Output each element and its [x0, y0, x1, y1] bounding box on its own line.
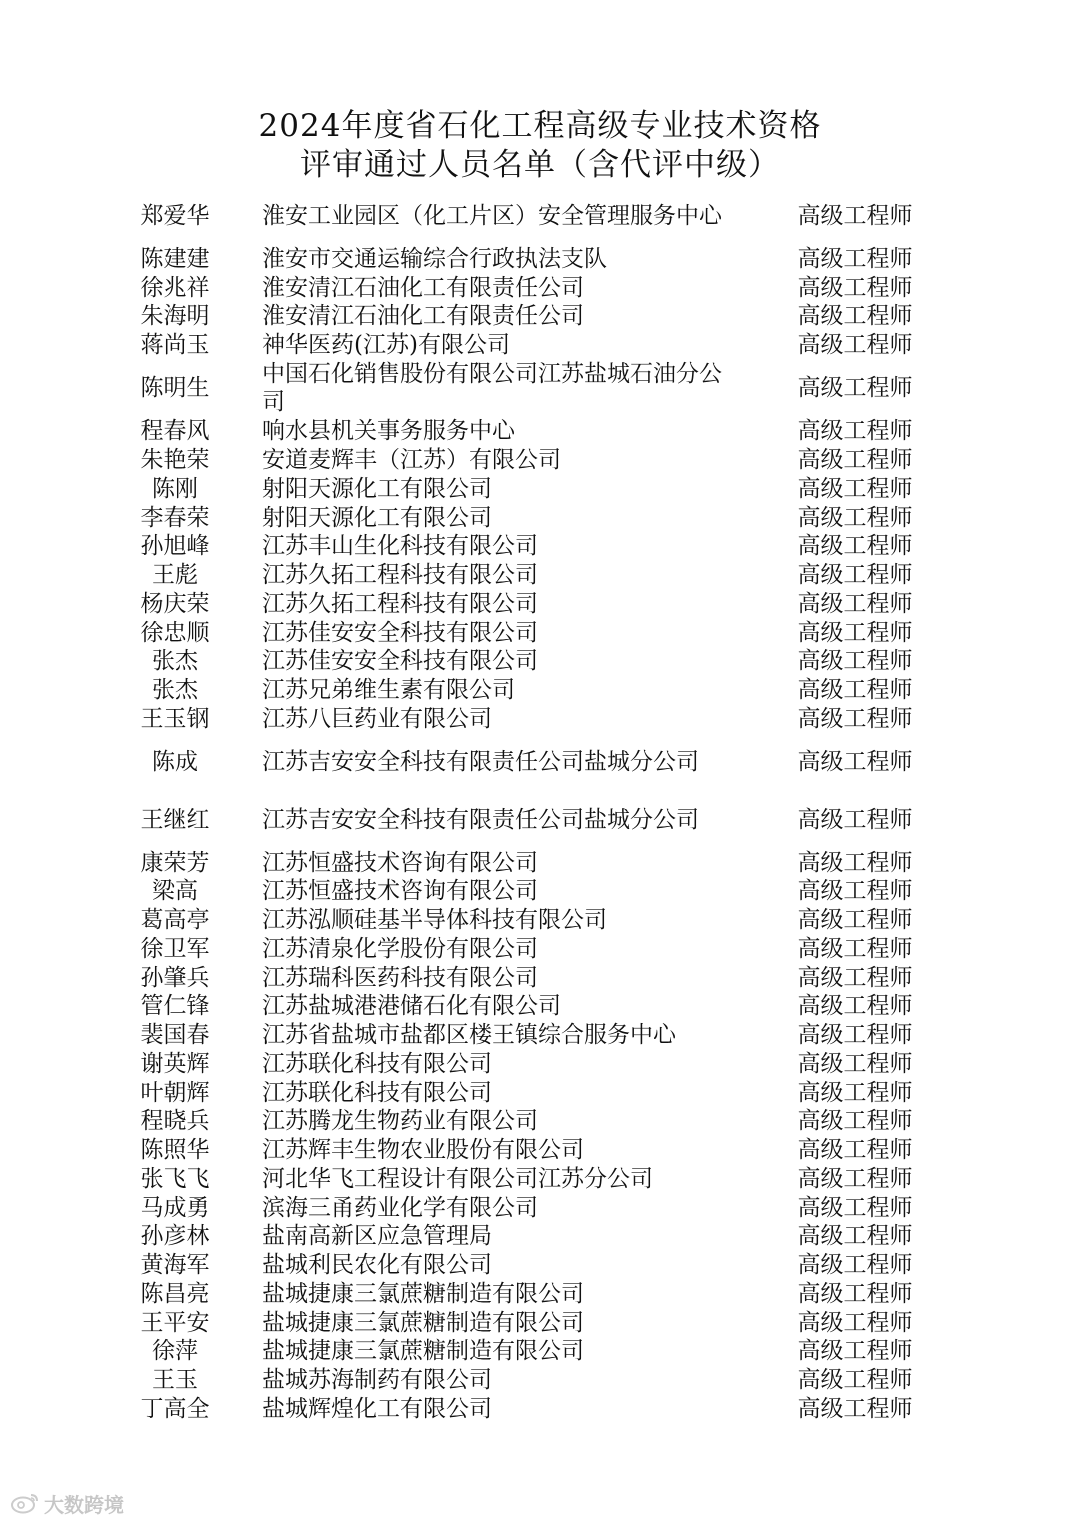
- table-row: [0, 877, 1080, 906]
- organization-name: 江苏恒盛技术咨询有限公司: [262, 878, 538, 905]
- person-name: 郑爱华: [140, 202, 210, 229]
- table-row: [0, 1050, 1080, 1079]
- organization-name: 盐城捷康三氯蔗糖制造有限公司: [262, 1309, 584, 1336]
- organization-name: 淮安清江石油化工有限责任公司: [262, 303, 584, 330]
- person-name: 王彪: [152, 562, 198, 589]
- organization-name: 神华医药(江苏)有限公司: [262, 332, 510, 359]
- person-name: 朱艳荣: [140, 447, 210, 474]
- person-name: 杨庆荣: [140, 590, 210, 617]
- professional-title: 高级工程师: [797, 878, 913, 905]
- person-name: 蒋尚玉: [140, 332, 210, 359]
- organization-name: 江苏省盐城市盐都区楼王镇综合服务中心: [262, 1022, 676, 1049]
- person-name: 陈照华: [140, 1137, 210, 1164]
- organization-name: 盐城捷康三氯蔗糖制造有限公司: [262, 1338, 584, 1365]
- person-name: 程春风: [140, 418, 210, 445]
- table-row: [0, 935, 1080, 964]
- organization-name: 江苏吉安安全科技有限责任公司盐城分公司: [262, 749, 699, 775]
- table-row: [0, 791, 1080, 849]
- person-name: 张杰: [152, 648, 198, 675]
- table-row: [0, 1136, 1080, 1165]
- table-row: [0, 1021, 1080, 1050]
- table-row: [0, 417, 1080, 446]
- organization-name: 河北华飞工程设计有限公司江苏分公司: [262, 1165, 653, 1192]
- person-name: 徐萍: [152, 1338, 198, 1365]
- professional-title: 高级工程师: [797, 1079, 913, 1106]
- table-row: [0, 733, 1080, 791]
- person-name: 陈明生: [140, 375, 210, 402]
- person-name: 葛高亭: [140, 907, 210, 934]
- person-name: 程晓兵: [140, 1108, 210, 1135]
- professional-title: 高级工程师: [797, 1367, 913, 1394]
- watermark-text: 大数跨境: [44, 1492, 124, 1517]
- professional-title: 高级工程师: [797, 418, 913, 445]
- organization-name: 安道麦辉丰（江苏）有限公司: [262, 447, 561, 474]
- organization-name: 盐南高新区应急管理局: [262, 1223, 492, 1250]
- professional-title: 高级工程师: [797, 993, 913, 1020]
- person-name: 王继红: [140, 806, 210, 833]
- organization-name: 淮安清江石油化工有限责任公司: [262, 274, 584, 301]
- organization-name: 淮安市交通运输综合行政执法支队: [262, 245, 607, 272]
- document-title-line-2: 评审通过人员名单（含代评中级）: [300, 147, 780, 183]
- table-row: [0, 1251, 1080, 1280]
- person-name: 丁高全: [140, 1395, 210, 1422]
- professional-title: 高级工程师: [797, 1395, 913, 1422]
- person-name: 梁高: [152, 878, 198, 905]
- weibo-logo-icon: [10, 1492, 40, 1514]
- organization-name: 江苏吉安安全科技有限责任公司盐城分公司: [262, 806, 699, 833]
- professional-title: 高级工程师: [797, 907, 913, 934]
- table-row: [0, 1280, 1080, 1309]
- organization-name: 江苏清泉化学股份有限公司: [262, 935, 538, 962]
- professional-title: 高级工程师: [797, 590, 913, 617]
- table-row: [0, 1107, 1080, 1136]
- person-name: 李春荣: [140, 504, 210, 531]
- professional-title: 高级工程师: [797, 705, 913, 732]
- professional-title: 高级工程师: [797, 1137, 913, 1164]
- table-row: [0, 187, 1080, 245]
- professional-title: 高级工程师: [797, 1050, 913, 1077]
- table-row: [0, 848, 1080, 877]
- roster-table: [0, 187, 1080, 1423]
- professional-title: 高级工程师: [797, 1280, 913, 1307]
- organization-name: 江苏八巨药业有限公司: [262, 705, 492, 732]
- professional-title: 高级工程师: [797, 1022, 913, 1049]
- organization-name: 江苏恒盛技术咨询有限公司: [262, 849, 538, 876]
- organization-name: 盐城利民农化有限公司: [262, 1252, 492, 1279]
- professional-title: 高级工程师: [797, 1338, 913, 1365]
- professional-title: 高级工程师: [797, 1194, 913, 1221]
- organization-name: 射阳天源化工有限公司: [262, 504, 492, 531]
- person-name: 陈昌亮: [140, 1280, 210, 1307]
- organization-name: 江苏丰山生化科技有限公司: [262, 533, 538, 560]
- professional-title: 高级工程师: [797, 447, 913, 474]
- person-name: 孙肇兵: [140, 964, 210, 991]
- organization-name: 响水县机关事务服务中心: [262, 418, 515, 445]
- professional-title: 高级工程师: [797, 806, 913, 833]
- person-name: 王玉: [152, 1367, 198, 1394]
- organization-name: 江苏泓顺硅基半导体科技有限公司: [262, 907, 607, 934]
- organization-name: 江苏兄弟维生素有限公司: [262, 677, 515, 704]
- watermark: [10, 1489, 124, 1517]
- organization-name: 盐城苏海制药有限公司: [262, 1367, 492, 1394]
- professional-title: 高级工程师: [797, 1309, 913, 1336]
- person-name: 孙彦林: [140, 1223, 210, 1250]
- organization-name: 江苏瑞科医药科技有限公司: [262, 964, 538, 991]
- table-row: [0, 1308, 1080, 1337]
- professional-title: 高级工程师: [797, 475, 913, 502]
- organization-name: 盐城辉煌化工有限公司: [262, 1395, 492, 1422]
- professional-title: 高级工程师: [797, 648, 913, 675]
- table-row: [0, 532, 1080, 561]
- table-row: [0, 331, 1080, 360]
- professional-title: 高级工程师: [797, 935, 913, 962]
- table-row: [0, 475, 1080, 504]
- professional-title: 高级工程师: [797, 1108, 913, 1135]
- person-name: 张飞飞: [140, 1165, 210, 1192]
- professional-title: 高级工程师: [797, 274, 913, 301]
- professional-title: 高级工程师: [797, 677, 913, 704]
- table-row: [0, 1366, 1080, 1395]
- organization-name: 江苏佳安安全科技有限公司: [262, 619, 538, 646]
- organization-name: 江苏久拓工程科技有限公司: [262, 590, 538, 617]
- organization-name: 江苏腾龙生物药业有限公司: [262, 1108, 538, 1135]
- table-row: [0, 360, 1080, 418]
- table-row: [0, 992, 1080, 1021]
- table-row: [0, 1395, 1080, 1424]
- professional-title: 高级工程师: [797, 562, 913, 589]
- table-row: [0, 1193, 1080, 1222]
- table-row: [0, 245, 1080, 274]
- organization-name: 淮安工业园区（化工片区）安全管理服务中心: [262, 202, 722, 229]
- person-name: 朱海明: [140, 303, 210, 330]
- table-row: [0, 676, 1080, 705]
- person-name: 管仁锋: [140, 993, 210, 1020]
- person-name: 徐兆祥: [140, 274, 210, 301]
- table-row: [0, 1078, 1080, 1107]
- professional-title: 高级工程师: [797, 749, 913, 775]
- table-row: [0, 705, 1080, 734]
- table-row: [0, 618, 1080, 647]
- organization-name: 射阳天源化工有限公司: [262, 475, 492, 502]
- table-row: [0, 647, 1080, 676]
- organization-name: 滨海三甬药业化学有限公司: [262, 1194, 538, 1221]
- table-row: [0, 590, 1080, 619]
- professional-title: 高级工程师: [797, 202, 913, 229]
- person-name: 叶朝辉: [140, 1079, 210, 1106]
- person-name: 徐卫军: [140, 935, 210, 962]
- person-name: 王平安: [140, 1309, 210, 1336]
- organization-name: 江苏佳安安全科技有限公司: [262, 648, 538, 675]
- professional-title: 高级工程师: [797, 332, 913, 359]
- organization-name: 盐城捷康三氯蔗糖制造有限公司: [262, 1280, 584, 1307]
- organization-name: 江苏联化科技有限公司: [262, 1079, 492, 1106]
- person-name: 裴国春: [140, 1022, 210, 1049]
- table-row: [0, 561, 1080, 590]
- person-name: 徐忠顺: [140, 619, 210, 646]
- professional-title: 高级工程师: [797, 849, 913, 876]
- table-row: [0, 906, 1080, 935]
- person-name: 张杰: [152, 677, 198, 704]
- professional-title: 高级工程师: [797, 619, 913, 646]
- organization-name: 中国石化销售股份有限公司江苏盐城石油分公司: [262, 361, 722, 416]
- professional-title: 高级工程师: [797, 245, 913, 272]
- organization-name: 江苏联化科技有限公司: [262, 1050, 492, 1077]
- person-name: 谢英辉: [140, 1050, 210, 1077]
- document-title-line-1: 2024年度省石化工程高级专业技术资格: [258, 108, 822, 144]
- person-name: 陈成: [152, 749, 198, 775]
- table-row: [0, 273, 1080, 302]
- person-name: 康荣芳: [140, 849, 210, 876]
- person-name: 孙旭峰: [140, 533, 210, 560]
- table-row: [0, 963, 1080, 992]
- person-name: 王玉钢: [140, 705, 210, 732]
- professional-title: 高级工程师: [797, 1165, 913, 1192]
- professional-title: 高级工程师: [797, 1223, 913, 1250]
- person-name: 马成勇: [140, 1194, 210, 1221]
- organization-name: 江苏久拓工程科技有限公司: [262, 562, 538, 589]
- professional-title: 高级工程师: [797, 375, 913, 402]
- table-row: [0, 1337, 1080, 1366]
- person-name: 黄海军: [140, 1252, 210, 1279]
- table-row: [0, 503, 1080, 532]
- professional-title: 高级工程师: [797, 1252, 913, 1279]
- table-row: [0, 302, 1080, 331]
- professional-title: 高级工程师: [797, 533, 913, 560]
- person-name: 陈刚: [152, 475, 198, 502]
- organization-name: 江苏辉丰生物农业股份有限公司: [262, 1137, 584, 1164]
- table-row: [0, 446, 1080, 475]
- professional-title: 高级工程师: [797, 964, 913, 991]
- professional-title: 高级工程师: [797, 303, 913, 330]
- table-row: [0, 1222, 1080, 1251]
- person-name: 陈建建: [140, 245, 210, 272]
- table-row: [0, 1165, 1080, 1194]
- organization-name: 江苏盐城港港储石化有限公司: [262, 993, 561, 1020]
- professional-title: 高级工程师: [797, 504, 913, 531]
